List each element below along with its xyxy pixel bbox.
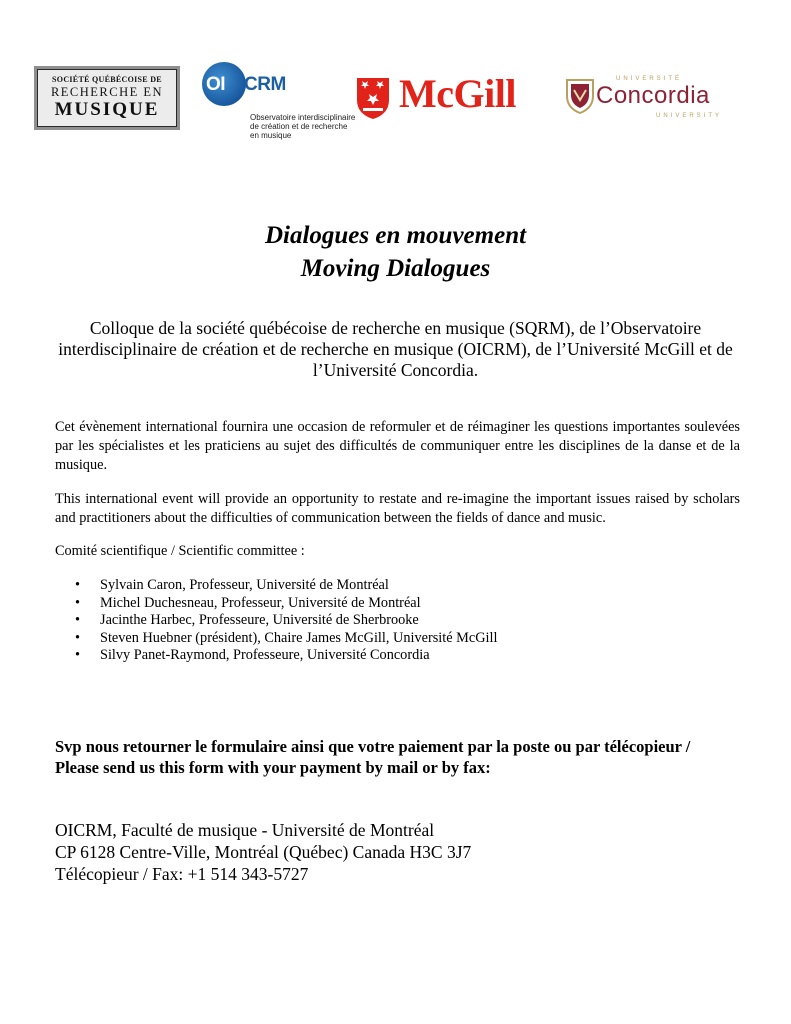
logo-row xyxy=(30,60,760,150)
committee-member: Steven Huebner (président), Chaire James McGill, Université McGill xyxy=(100,629,498,646)
committee-member: Silvy Panet-Raymond, Professeure, Université Concordia xyxy=(100,647,430,664)
committee-member: Jacinthe Harbec, Professeure, Université de Sherbrooke xyxy=(100,612,419,629)
mailing-address xyxy=(55,819,471,885)
committee-list xyxy=(55,577,497,665)
concordia-logo xyxy=(566,74,762,124)
bullet-icon: • xyxy=(75,612,81,629)
concordia-shield-icon xyxy=(566,78,594,114)
concordia-wordmark: Concordia xyxy=(596,82,710,109)
paragraph-english: This international event will provide an opportunity to restate and re-imagine the important issues raised by scholars and practitioners about the difficulties of communication between the fields of dance and music. xyxy=(55,491,740,526)
committee-title: Comité scientifique / Scientific committee : xyxy=(55,543,305,559)
list-item xyxy=(55,577,497,595)
oicrm-logo xyxy=(202,62,372,144)
title-french: Dialogues en mouvement xyxy=(264,222,527,249)
committee-member: Sylvain Caron, Professeur, Université de Montréal xyxy=(100,577,389,593)
sqrm-logo-line1: SOCIÉTÉ QUÉBÉCOISE DE xyxy=(52,75,162,84)
fax-number: Télécopieur / Fax: +1 514 343-5727 xyxy=(55,864,309,884)
mcgill-logo xyxy=(355,71,545,126)
list-item xyxy=(55,595,497,613)
bullet-icon: • xyxy=(75,647,81,664)
bullet-icon: • xyxy=(75,577,81,593)
colloque-description: Colloque de la société québécoise de recherche en musique (SQRM), de l’Observatoire interdisciplinaire de création et de recherche en musique (OICRM), de l’Université McGill et de l’Université Concordia. xyxy=(58,318,733,380)
list-item xyxy=(55,647,497,665)
concordia-universite: UNIVERSITÉ xyxy=(616,76,683,82)
oicrm-line3: en musique xyxy=(250,131,292,140)
address-line1: OICRM, Faculté de musique - Université de Montréal xyxy=(55,820,435,840)
sqrm-logo-line3: MUSIQUE xyxy=(54,99,160,120)
bullet-icon: • xyxy=(75,594,81,611)
mcgill-wordmark: McGill xyxy=(399,71,516,116)
committee-member: Michel Duchesneau, Professeur, Université de Montréal xyxy=(100,594,421,611)
sqrm-logo-line2: RECHERCHE EN xyxy=(50,85,164,99)
concordia-university: UNIVERSITY xyxy=(656,113,723,119)
address-line2: CP 6128 Centre-Ville, Montréal (Québec) Canada H3C 3J7 xyxy=(55,842,472,862)
oicrm-line2: de création et de recherche xyxy=(250,122,348,131)
bullet-icon: • xyxy=(75,629,81,646)
oicrm-line1: Observatoire interdisciplinaire xyxy=(250,113,356,122)
paragraph-french: Cet évènement international fournira une occasion de reformuler et de réimaginer les questions importantes soulevées par les spécialistes et les praticiens au sujet des difficultés de communiquer entre les disciplines de la danse et de la musique. xyxy=(55,419,740,473)
return-instructions xyxy=(55,736,715,778)
instructions-english: Please send us this form with your payment by mail or by fax: xyxy=(55,758,491,777)
title-english: Moving Dialogues xyxy=(300,255,491,282)
oicrm-wordmark-b: CRM xyxy=(244,74,286,95)
mcgill-shield-icon xyxy=(355,76,391,120)
oicrm-wordmark-a: OI xyxy=(206,74,226,95)
instructions-french: Svp nous retourner le formulaire ainsi que votre paiement par la poste ou par télécopieur / xyxy=(55,737,691,756)
list-item xyxy=(55,612,497,630)
list-item xyxy=(55,630,497,648)
sqrm-logo xyxy=(34,66,180,130)
